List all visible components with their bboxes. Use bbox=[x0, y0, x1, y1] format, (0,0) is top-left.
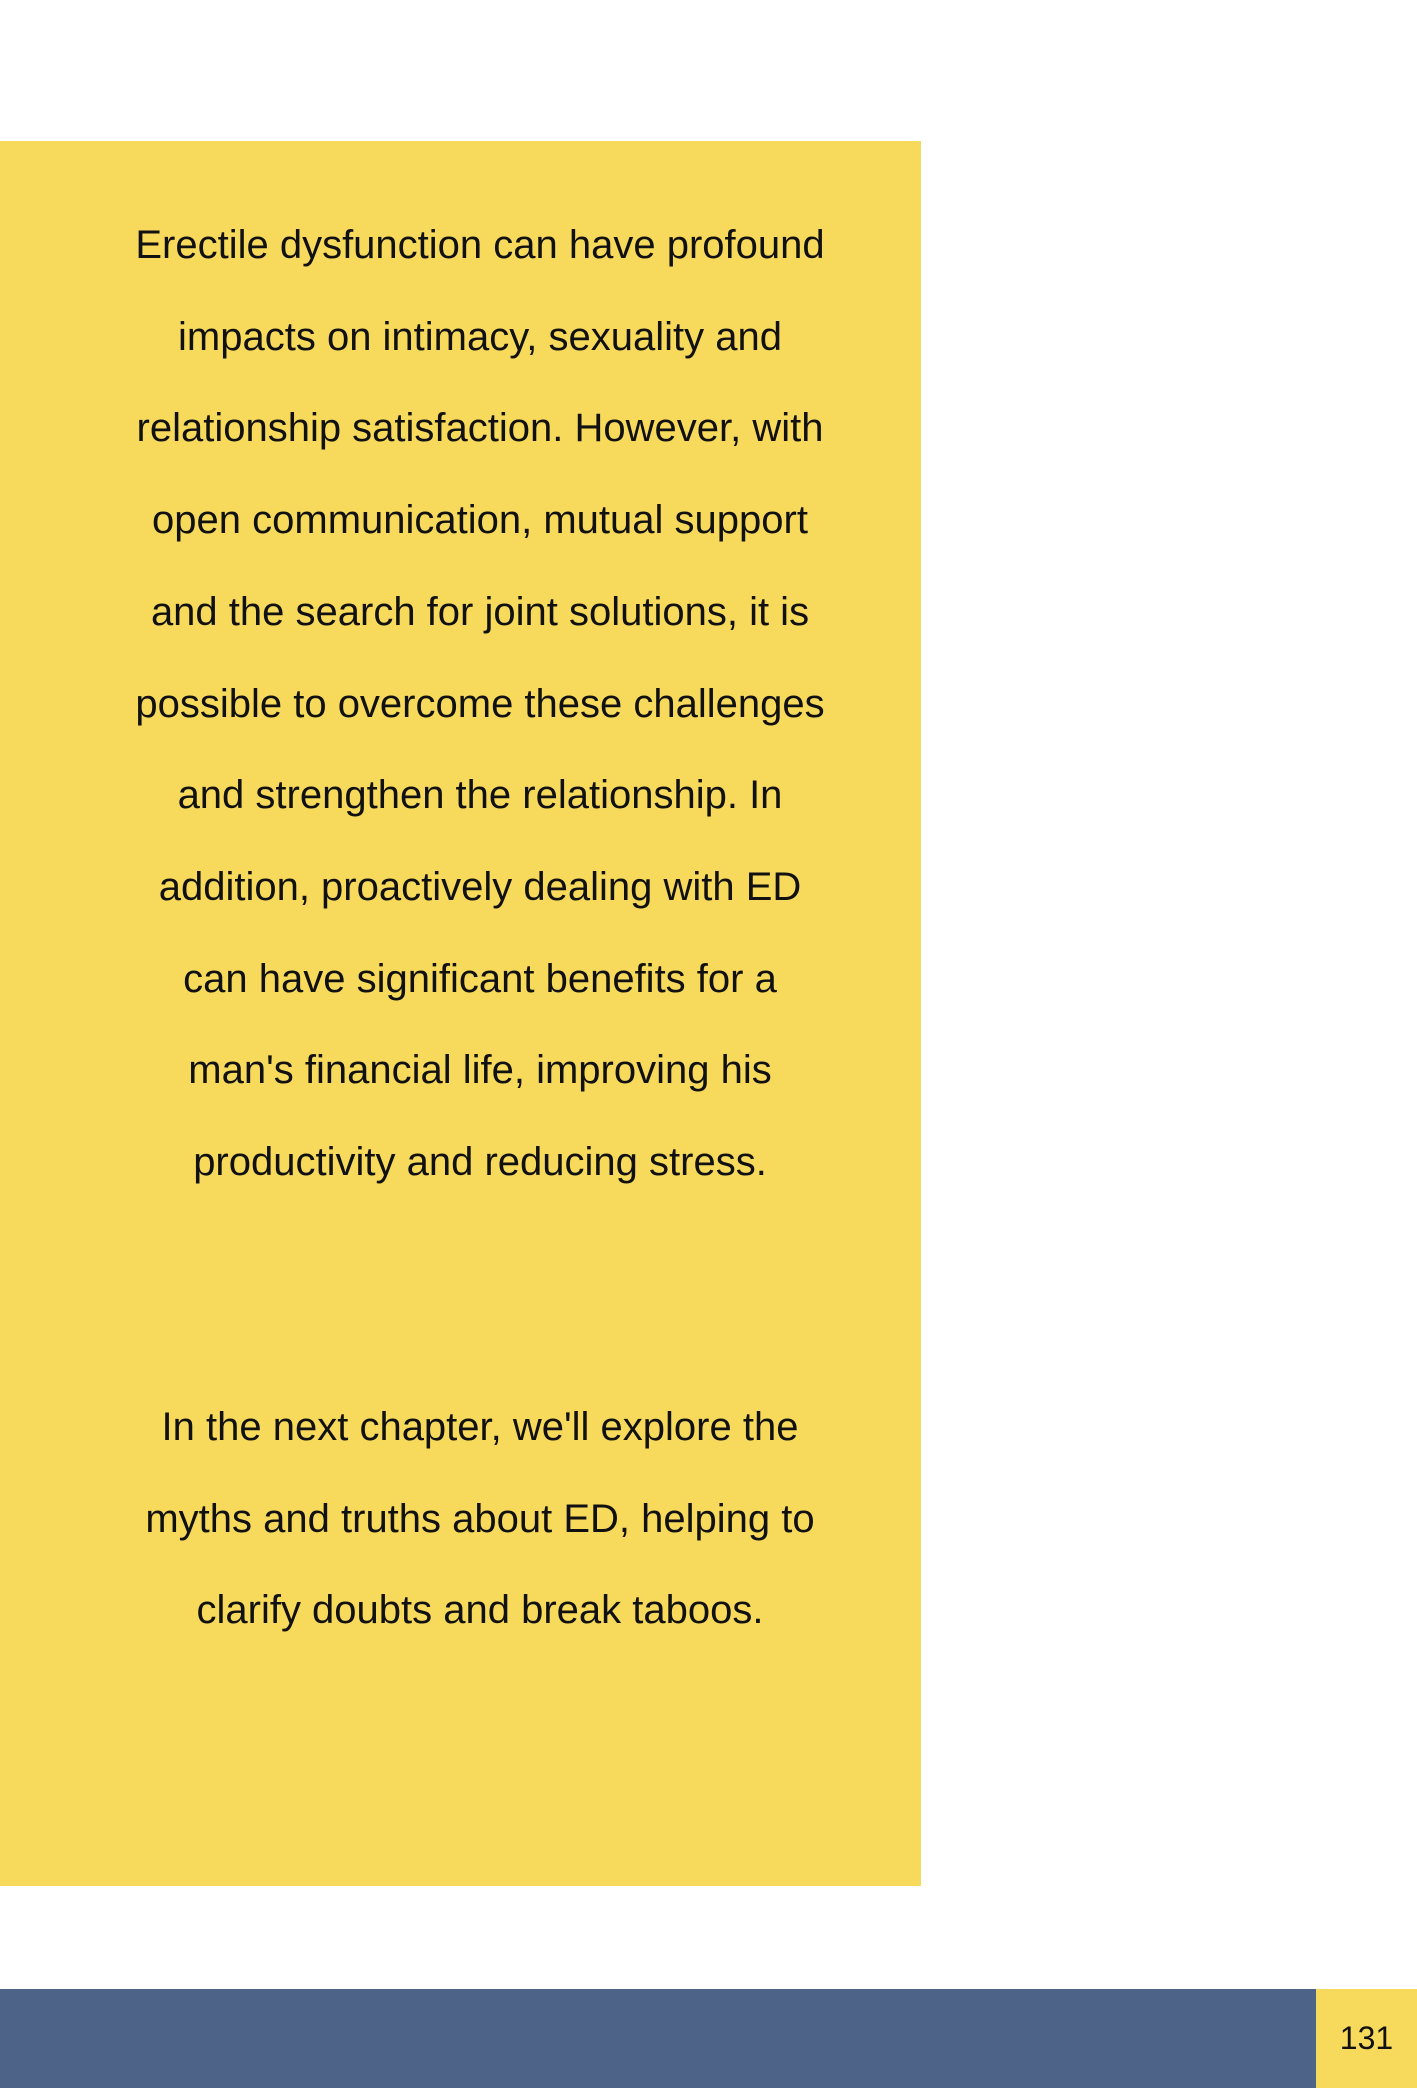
body-paragraph-2: In the next chapter, we'll explore the myths and truths about ED, helping to clarify doubts and break taboos. bbox=[145, 1405, 815, 1633]
footer-bar bbox=[0, 1989, 1316, 2088]
body-paragraph-1: Erectile dysfunction can have profound impacts on intimacy, sexuality and relationship satisfaction. However, with open communication, mutual support and the search for joint solutions, it is possible to overcome these challenges and strengthen the relationship. In addition, proactively dealing with ED can have significant benefits for a man's financial life, improving his productivity and reducing stress. bbox=[135, 223, 825, 1185]
page-number: 131 bbox=[1316, 1989, 1417, 2088]
